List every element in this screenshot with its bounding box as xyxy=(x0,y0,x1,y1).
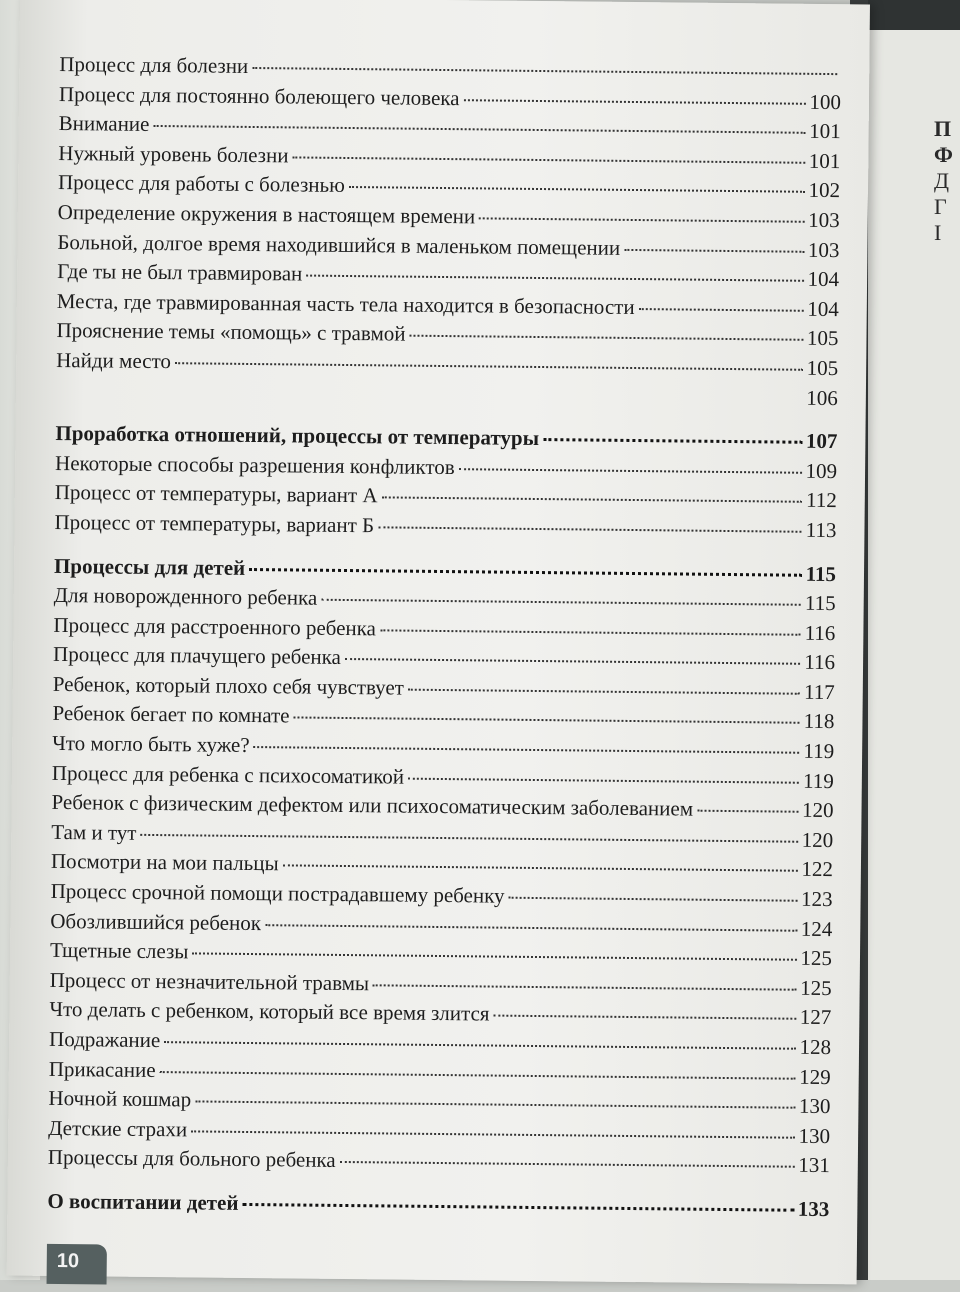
adjacent-page-fragment: Д xyxy=(934,168,950,193)
toc-dot-leader xyxy=(191,1130,795,1138)
toc-page-number: 131 xyxy=(798,1153,830,1178)
toc-entry-title: Найди место xyxy=(56,347,172,374)
toc-entry-title: Процесс для расстроенного ребенка xyxy=(53,612,377,640)
toc-dot-leader xyxy=(252,67,837,75)
toc-entry-title: Процесс для работы с болезнью xyxy=(57,170,345,198)
toc-dot-leader xyxy=(408,777,799,783)
toc-page-number: 123 xyxy=(800,886,833,912)
toc-entry-title: Процесс от температуры, вариант А xyxy=(54,480,378,508)
toc-page-number: 128 xyxy=(799,1034,832,1060)
toc-page-number: 130 xyxy=(798,1093,831,1119)
toc-page-number: 103 xyxy=(808,207,840,233)
toc-page-number: 118 xyxy=(803,709,835,734)
toc-page-number: 102 xyxy=(808,178,841,203)
toc-dot-leader xyxy=(195,1101,795,1109)
adjacent-page-fragment: Ф xyxy=(934,142,953,167)
toc-page-number: 107 xyxy=(805,428,838,454)
toc-dot-leader xyxy=(459,468,802,474)
toc-dot-leader xyxy=(254,746,800,754)
toc-page-number: 115 xyxy=(805,561,837,586)
toc-page-number: 116 xyxy=(804,620,836,645)
toc-entry-title: Процесс от температуры, вариант Б xyxy=(54,509,375,538)
page-number: 10 xyxy=(47,1244,107,1285)
toc-entry-title: Ребенок с физическим дефектом или психосоматическим заболеванием xyxy=(51,790,694,821)
toc-dot-leader xyxy=(340,1161,795,1168)
toc-entry-title: Процессы для больного ребенка xyxy=(47,1145,336,1173)
toc-dot-leader xyxy=(192,953,796,961)
toc-page-number: 104 xyxy=(807,266,840,292)
toc-page-number: 119 xyxy=(803,738,835,764)
toc-page-number: 105 xyxy=(806,355,839,381)
toc-page-number: 125 xyxy=(800,945,833,971)
toc-entry-title: Некоторые способы разрешения конфликтов xyxy=(55,450,455,479)
toc-entry-title: Что делать с ребенком, который все время злится xyxy=(49,997,490,1026)
toc-entry-title: Посмотри на мои пальцы xyxy=(50,849,279,876)
toc-dot-leader xyxy=(382,497,802,503)
toc-dot-leader xyxy=(697,810,798,813)
toc-dot-leader xyxy=(349,186,805,193)
toc-entry-title: Подражание xyxy=(48,1026,161,1053)
toc-dot-leader xyxy=(509,897,798,902)
toc-dot-leader xyxy=(283,865,798,872)
toc-entry-title: Ребенок бегает по комнате xyxy=(52,701,290,728)
toc-entry-title: Места, где травмированная часть тела находится в безопасности xyxy=(56,288,635,319)
toc-dot-leader xyxy=(160,1071,796,1080)
toc-page-number: 119 xyxy=(802,768,834,793)
toc-page-number: 100 xyxy=(809,89,842,114)
toc-dot-leader xyxy=(493,1015,795,1020)
toc-dot-leader xyxy=(294,717,800,724)
toc-page-number: 120 xyxy=(801,798,834,823)
toc-entry-title: Там и тут xyxy=(51,819,137,845)
toc-entry-title: Больной, долгое время находившийся в маленьком помещении xyxy=(57,229,621,260)
toc-entry-title: Обозлившийся ребенок xyxy=(50,908,262,935)
toc-page-number: 101 xyxy=(809,119,841,144)
toc-dot-leader xyxy=(242,1203,793,1212)
toc-page-number: 125 xyxy=(800,975,832,1000)
toc-page-number: 133 xyxy=(797,1196,830,1222)
toc-entry-title: Тщетные слезы xyxy=(49,938,189,964)
adjacent-page-fragment: П xyxy=(934,116,952,141)
toc-entry-title: Проработка отношений, процессы от температуры xyxy=(55,421,540,451)
toc-page-number: 104 xyxy=(807,296,839,321)
toc-dot-leader xyxy=(408,689,800,695)
toc-dot-leader xyxy=(321,599,801,606)
toc-dot-leader xyxy=(624,248,804,252)
toc-entry-title: Процесс для плачущего ребенка xyxy=(53,642,342,670)
toc-dot-leader xyxy=(140,834,797,843)
toc-dot-leader xyxy=(60,393,802,401)
toc-page-number: 113 xyxy=(805,517,837,543)
toc-entry-title: Процессы для детей xyxy=(53,553,246,580)
toc-entry-title: Где ты не был травмирован xyxy=(57,259,303,286)
toc-page-number: 106 xyxy=(806,385,838,410)
toc-page-number: 116 xyxy=(804,650,836,675)
table-of-contents xyxy=(47,52,841,1227)
toc-entry-title: Процесс для ребенка с психосоматикой xyxy=(51,760,405,789)
toc-page-number: 117 xyxy=(803,679,835,704)
toc-page-number: 115 xyxy=(804,590,836,616)
toc-page-number: 124 xyxy=(800,916,833,941)
toc-dot-leader xyxy=(153,125,805,134)
toc-dot-leader xyxy=(639,308,804,312)
toc-page-number: 122 xyxy=(801,857,834,882)
toc-entry-title: Прикасание xyxy=(48,1056,156,1082)
toc-entry-title: Процесс от незначительной травмы xyxy=(49,967,370,996)
toc-dot-leader xyxy=(345,658,800,665)
toc-entry-title: Детские страхи xyxy=(48,1115,188,1142)
book-page xyxy=(7,0,870,1284)
adjacent-page-fragment: I xyxy=(934,220,942,245)
toc-dot-leader xyxy=(373,984,796,990)
toc-entry-title: Процесс для болезни xyxy=(59,51,249,78)
toc-entry-title: Ночной кошмар xyxy=(48,1086,192,1112)
adjacent-page-fragment: Г xyxy=(934,194,947,219)
toc-entry-title: Процесс срочной помощи пострадавшему ребенку xyxy=(50,878,505,908)
toc-dot-leader xyxy=(164,1041,795,1050)
toc-dot-leader xyxy=(249,567,801,576)
toc-dot-leader xyxy=(543,438,802,444)
toc-dot-leader xyxy=(306,275,803,282)
toc-entry-title: Что могло быть хуже? xyxy=(52,730,250,758)
toc-page-number: 112 xyxy=(805,488,837,513)
toc-entry-title: Внимание xyxy=(58,111,150,137)
toc-page-number: 109 xyxy=(805,458,838,483)
toc-dot-leader xyxy=(464,99,806,105)
toc-page-number: 130 xyxy=(798,1123,831,1148)
toc-page-number: 120 xyxy=(801,827,834,852)
toc-entry-title: Процесс для постоянно болеющего человека xyxy=(58,81,460,110)
toc-dot-leader xyxy=(410,335,803,341)
toc-entry-title: Определение окружения в настоящем времени xyxy=(57,199,476,229)
toc-entry-title: Ребенок, который плохо себя чувствует xyxy=(52,671,405,700)
toc-dot-leader xyxy=(265,924,797,932)
toc-page-number: 129 xyxy=(799,1064,831,1089)
toc-page-number: 103 xyxy=(807,237,840,262)
toc-dot-leader xyxy=(292,156,804,163)
toc-page-number: 127 xyxy=(799,1005,832,1030)
toc-dot-leader xyxy=(380,629,801,635)
toc-entry-title: О воспитании детей xyxy=(47,1188,239,1215)
toc-entry-title: Нужный уровень болезни xyxy=(58,140,289,168)
toc-dot-leader xyxy=(378,526,802,532)
toc-page-number: 105 xyxy=(806,326,839,351)
toc-entry-title: Прояснение темы «помощь» с травмой xyxy=(56,318,406,346)
toc-dot-leader xyxy=(175,362,803,371)
toc-dot-leader xyxy=(479,217,804,222)
toc-entry-title: Для новорожденного ребенка xyxy=(53,583,318,610)
toc-page-number: 101 xyxy=(808,148,841,173)
